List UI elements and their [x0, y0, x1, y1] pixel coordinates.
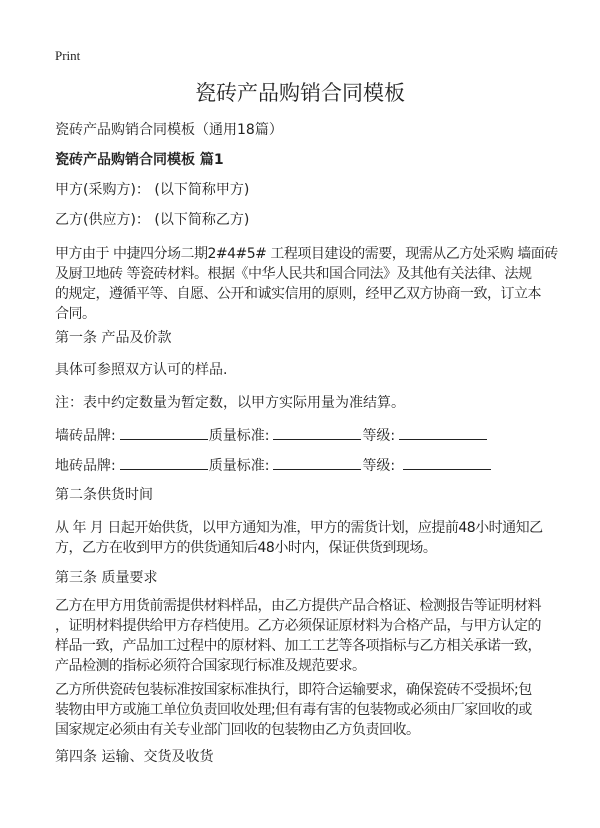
samples-text: 具体可参照双方认可的样品.: [55, 362, 228, 378]
article-1-heading: 第一条 产品及价款: [55, 330, 172, 346]
text-line: 方，乙方在收到甲方的供货通知后48小时内，保证供货到现场。: [55, 540, 437, 556]
floor-quality-field[interactable]: [273, 455, 361, 470]
floor-grade-field[interactable]: [403, 455, 491, 470]
text-line: 产品检测的指标必须符合国家现行标准及规范要求。: [55, 658, 366, 674]
wall-brand-field[interactable]: [120, 425, 208, 440]
text-line: 样品一致，产品加工过程中的原材料、加工工艺等各项指标与乙方相关承诺一致，: [55, 638, 541, 654]
intro-paragraph: [55, 244, 558, 324]
floor-grade-label: 等级:: [362, 458, 396, 474]
text-line: 甲方由于 中捷四分场二期2#4#5# 工程项目建设的需要，现需从乙方处采购 墙面砖: [55, 246, 558, 262]
floor-quality-label: 质量标准:: [208, 458, 270, 474]
text-line: 的规定，遵循平等、自愿、公开和诚实信用的原则，经甲乙双方协商一致，订立本: [55, 286, 541, 302]
note-text: 注：表中约定数量为暂定数，以甲方实际用量为准结算。: [55, 395, 405, 411]
wall-brand-label: 墙砖品牌:: [55, 428, 116, 444]
text-line: 及厨卫地砖 等瓷砖材料。根据《中华人民共和国合同法》及其他有关法律、法规: [55, 266, 532, 282]
text-line: 合同。: [55, 306, 96, 322]
floor-tile-row: [55, 455, 492, 476]
article-3-heading: 第三条 质量要求: [55, 570, 158, 586]
quality-paragraph: [55, 596, 541, 676]
floor-brand-field[interactable]: [120, 455, 208, 470]
text-line: 从 年 月 日起开始供货，以甲方通知为准，甲方的需货计划，应提前48小时通知乙: [55, 520, 543, 536]
subtitle: 瓷砖产品购销合同模板（通用18篇）: [55, 122, 283, 138]
section-heading: 瓷砖产品购销合同模板 篇1: [55, 152, 224, 168]
packaging-paragraph: [55, 680, 532, 740]
text-line: 装物由甲方或施工单位负责回收处理;但有毒有害的包装物或必须由厂家回收的或: [55, 702, 532, 718]
text-line: 乙方在甲方用货前需提供材料样品，由乙方提供产品合格证、检测报告等证明材料: [55, 598, 541, 614]
wall-quality-field[interactable]: [273, 425, 361, 440]
article-4-heading: 第四条 运输、交货及收货: [55, 749, 214, 765]
party-b: 乙方(供应方)： (以下简称乙方): [55, 212, 250, 228]
article-2-heading: 第二条供货时间: [55, 487, 153, 503]
wall-quality-label: 质量标准:: [208, 428, 270, 444]
print-link[interactable]: Print: [55, 48, 81, 63]
text-line: 乙方所供瓷砖包装标准按国家标准执行，即符合运输要求，确保瓷砖不受损坏;包: [55, 682, 532, 698]
party-a: 甲方(采购方)： (以下简称甲方): [55, 182, 250, 198]
text-line: ，证明材料提供给甲方存档使用。乙方必须保证原材料为合格产品，与甲方认定的: [55, 618, 541, 634]
wall-tile-row: [55, 425, 488, 446]
supply-paragraph: [55, 518, 543, 558]
page-title: 瓷砖产品购销合同模板: [195, 81, 405, 105]
floor-brand-label: 地砖品牌:: [55, 458, 116, 474]
wall-grade-label: 等级:: [362, 428, 396, 444]
text-line: 国家规定必须由有关专业部门回收的包装物由乙方负责回收。: [55, 722, 420, 738]
wall-grade-field[interactable]: [399, 425, 487, 440]
